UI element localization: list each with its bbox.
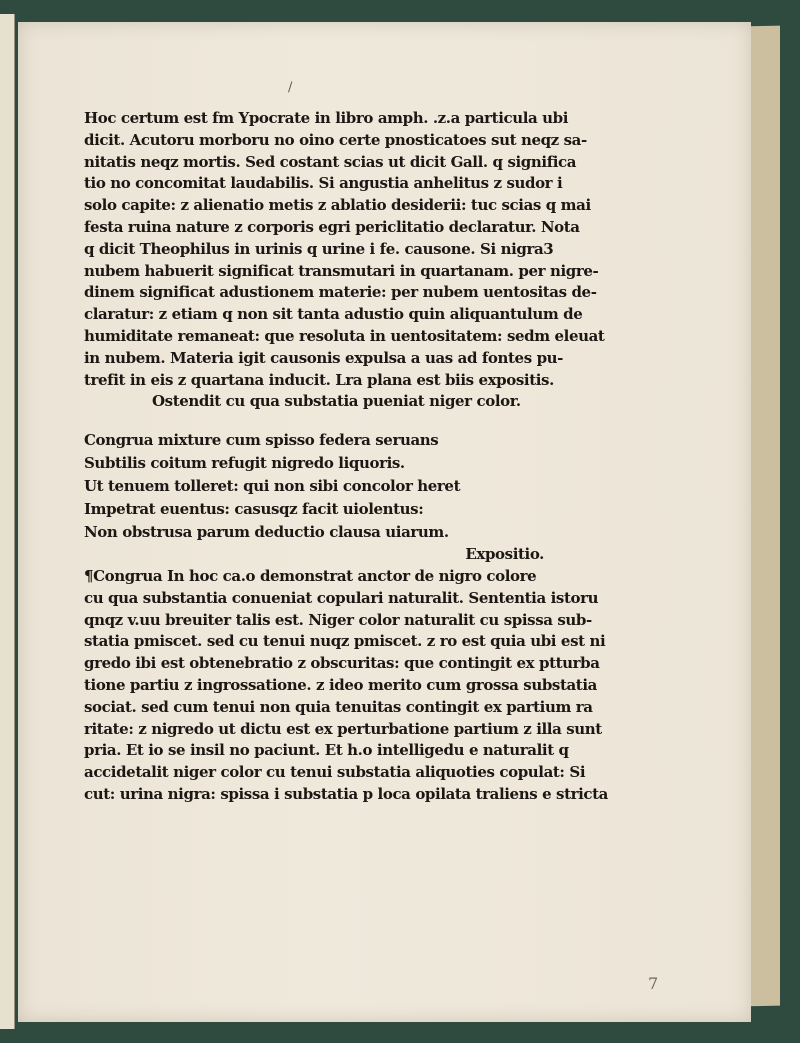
verse-block	[84, 429, 544, 544]
expositio-heading: Expositio.	[465, 545, 544, 564]
manuscript-page	[18, 22, 751, 1022]
text-line: accidetalit niger color cu tenui substatia aliquoties copulat: Si	[84, 763, 586, 782]
text-line: humiditate remaneat: que resoluta in uentositatem: sedm eleuat	[84, 326, 605, 345]
text-line: in nubem. Materia igit causonis expulsa a uas ad fontes pu-	[84, 348, 563, 367]
verse-line: Impetrat euentus: casusqz facit uiolentus:	[84, 500, 424, 519]
text-line: statia pmiscet. sed cu tenui nuqz pmiscet. z ro est quia ubi est ni	[84, 632, 606, 651]
text-line: festa ruina nature z corporis egri periclitatio declaratur. Nota	[84, 217, 580, 236]
paragraph-2	[84, 566, 608, 806]
text-line: claratur: z etiam q non sit tanta adustio quin aliquantulum de	[84, 305, 583, 324]
text-line: pria. Et io se insil no paciunt. Et h.o intelligedu e naturalit q	[84, 741, 569, 760]
summary-line: Ostendit cu qua substatia pueniat niger color.	[152, 392, 521, 411]
text-line: tione partiu z ingrossatione. z ideo merito cum grossa substatia	[84, 675, 597, 694]
text-block	[84, 108, 608, 806]
text-line: cu qua substantia conueniat copulari naturalit. Sententia istoru	[84, 588, 599, 607]
text-line: nitatis neqz mortis. Sed costant scias ut dicit Gall. q significa	[84, 152, 577, 171]
text-line: q dicit Theophilus in urinis q urine i fe. causone. Si nigra3	[84, 239, 554, 258]
spacer	[84, 413, 544, 429]
text-line: dicit. Acutoru morboru no oino certe pnosticatoes sut neqz sa-	[84, 130, 587, 149]
text-line: cut: urina nigra: spissa i substatia p loca opilata traliens e stricta	[84, 784, 608, 803]
paragraph-1	[84, 108, 605, 391]
verse-line: Ut tenuem tolleret: qui non sibi concolor heret	[84, 477, 461, 496]
facing-page-edge	[0, 14, 15, 1029]
text-line: gredo ibi est obtenebratio z obscuritas: que contingit ex ptturba	[84, 654, 600, 673]
text-line: sociat. sed cum tenui non quia tenuitas contingit ex partium ra	[84, 697, 593, 716]
text-line: ritate: z nigredo ut dictu est ex perturbatione partium z illa sunt	[84, 719, 602, 738]
verse-line: Non obstrusa parum deductio clausa uiarum.	[84, 523, 449, 542]
verse-line: Subtilis coitum refugit nigredo liquoris.	[84, 454, 405, 473]
text-line: tio no concomitat laudabilis. Si angustia anhelitus z sudor i	[84, 174, 563, 193]
text-line: ¶Congrua In hoc ca.o demonstrat anctor de nigro colore	[84, 566, 537, 585]
text-line: nubem habuerit significat transmutari in quartanam. per nigre-	[84, 261, 599, 280]
text-line: trefit in eis z quartana inducit. Lra plana est biis expositis.	[84, 370, 554, 389]
page-number: 7	[648, 974, 659, 993]
text-line: dinem significat adustionem materie: per nubem uentositas de-	[84, 283, 597, 302]
verse-line: Congrua mixture cum spisso federa seruans	[84, 431, 439, 450]
text-line: solo capite: z alienatio metis z ablatio desiderii: tuc scias q mai	[84, 196, 591, 215]
margin-mark: /	[288, 80, 293, 95]
text-line: Hoc certum est fm Ypocrate in libro amph. .z.a particula ubi	[84, 109, 569, 127]
text-line: qnqz v.uu breuiter talis est. Niger color naturalit cu spissa sub-	[84, 610, 592, 629]
